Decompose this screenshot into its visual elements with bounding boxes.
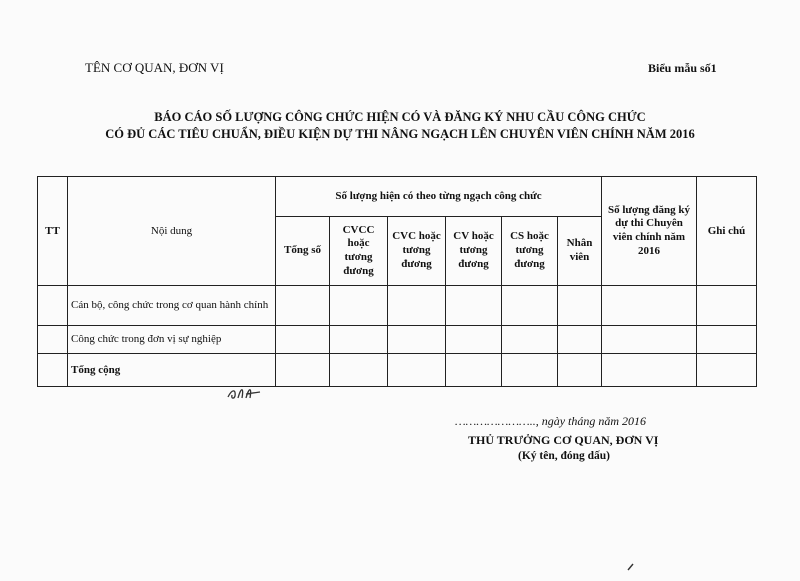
row-label: Cán bộ, công chức trong cơ quan hành chính <box>68 286 276 326</box>
cell-registered <box>602 354 697 387</box>
cell-tt <box>38 326 68 354</box>
cell-tt <box>38 354 68 387</box>
cell-note <box>697 354 757 387</box>
cell-staff <box>558 326 602 354</box>
row-label: Công chức trong đơn vị sự nghiệp <box>68 326 276 354</box>
header-registered: Số lượng đăng ký dự thi Chuyên viên chính năm 2016 <box>602 177 697 286</box>
stray-mark <box>627 563 635 574</box>
cell-staff <box>558 354 602 387</box>
header-note: Ghi chú <box>697 177 757 286</box>
header-cv: CV hoặc tương đương <box>446 217 502 286</box>
header-content: Nội dung <box>68 177 276 286</box>
cell-cs <box>502 354 558 387</box>
row-label-total: Tổng cộng <box>68 354 276 387</box>
cell-cvc <box>388 354 446 387</box>
cell-note <box>697 286 757 326</box>
cell-tt <box>38 286 68 326</box>
date-line: ………………….., ngày tháng năm 2016 <box>455 414 647 428</box>
report-table <box>37 176 757 387</box>
header-cvcc: CVCC hoặc tương đương <box>330 217 388 286</box>
header-staff: Nhân viên <box>558 217 602 286</box>
cell-cvcc <box>330 326 388 354</box>
cell-cs <box>502 286 558 326</box>
cell-cvc <box>388 326 446 354</box>
cell-registered <box>602 326 697 354</box>
cell-cv <box>446 354 502 387</box>
signature-note: (Ký tên, đóng dấu) <box>518 450 611 462</box>
cell-cv <box>446 286 502 326</box>
handwritten-mark <box>226 385 262 406</box>
report-title-line-1: BÁO CÁO SỐ LƯỢNG CÔNG CHỨC HIỆN CÓ VÀ ĐĂNG KÝ NHU CẦU CÔNG CHỨC <box>154 110 646 124</box>
cell-cv <box>446 326 502 354</box>
header-total: Tổng số <box>276 217 330 286</box>
cell-total <box>276 354 330 387</box>
cell-staff <box>558 286 602 326</box>
header-cvc: CVC hoặc tương đương <box>388 217 446 286</box>
table-row <box>38 326 757 354</box>
header-group-current: Số lượng hiện có theo từng ngạch công chức <box>276 177 602 217</box>
signatory-title: THỦ TRƯỞNG CƠ QUAN, ĐƠN VỊ <box>468 433 659 447</box>
table-row-total <box>38 354 757 387</box>
form-number: Biểu mẫu số1 <box>648 61 717 75</box>
agency-name: TÊN CƠ QUAN, ĐƠN VỊ <box>85 60 224 75</box>
cell-total <box>276 286 330 326</box>
report-title-line-2: CÓ ĐỦ CÁC TIÊU CHUẨN, ĐIỀU KIỆN DỰ THI NÂNG NGẠCH LÊN CHUYÊN VIÊN CHÍNH NĂM 2016 <box>105 127 695 141</box>
cell-total <box>276 326 330 354</box>
header-cs: CS hoặc tương đương <box>502 217 558 286</box>
cell-note <box>697 326 757 354</box>
cell-registered <box>602 286 697 326</box>
header-tt: TT <box>38 177 68 286</box>
cell-cvcc <box>330 354 388 387</box>
cell-cvcc <box>330 286 388 326</box>
table-row <box>38 286 757 326</box>
cell-cs <box>502 326 558 354</box>
cell-cvc <box>388 286 446 326</box>
